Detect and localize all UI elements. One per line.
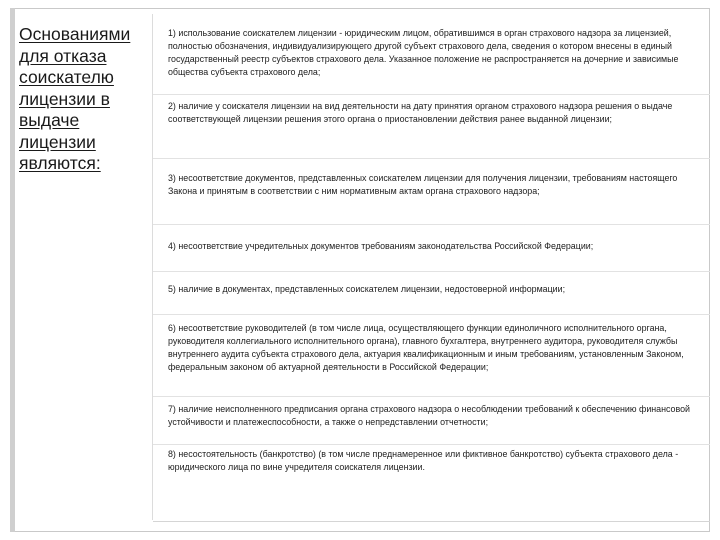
list-item	[153, 95, 710, 159]
list-item-text: 8) несостоятельность (банкротство) (в том числе преднамеренное или фиктивное банкротство) субъекта страхового дела - юридического лица по вине учредителя соискателя лицензии.	[168, 449, 679, 472]
slide-title: Основаниями для отказа соискателю лицензии в выдаче лицензии являются:	[19, 24, 131, 173]
list-item-text: 2) наличие у соискателя лицензии на вид деятельности на дату принятия органом страхового надзора решения о выдаче соответствующей лицензии решения этого органа о приостановлении действия ранее выданной лицензии;	[168, 101, 673, 124]
list-item	[153, 14, 710, 95]
list-item-text: 4) несоответствие учредительных документов требованиям законодательства Российской Федерации;	[168, 241, 594, 251]
list-item-text: 7) наличие неисполненного предписания органа страхового надзора о несоблюдении требований к обеспечению финансовой устойчивости и платежеспособности, а также о непредставлении отчетности;	[168, 404, 690, 427]
list-item	[153, 397, 710, 445]
list-item	[153, 272, 710, 315]
list-item-text: 6) несоответствие руководителей (в том числе лица, осуществляющего функции единоличного исполнительного органа, руководителя коллегиального исполнительного органа), главного бухгалтера, внутреннего аудитора, руководителя службы внутреннего аудита субъекта страхового дела, актуария квалификационным и иным требованиям, установленным Законом, федеральным законом об актуарной деятельности в Российской Федерации;	[168, 323, 684, 372]
list-item-text: 1) использование соискателем лицензии - юридическим лицом, обратившимся в орган страхового надзора за лицензией, полностью обозначения, индивидуализирующего другой субъект страхового дела, сведения о котором внесены в единый государственный реестр субъектов страхового дела. Указанное положение не распространяется на дочерние и зависимые общества субъекта страхового дела;	[168, 28, 679, 77]
grounds-list	[153, 14, 710, 522]
list-item	[153, 445, 710, 522]
list-item	[153, 159, 710, 225]
list-item-text: 3) несоответствие документов, представленных соискателем лицензии для получения лицензии, требованиям настоящего Закона и принятым в соответствии с ним нормативным актам органа страхового надзора;	[168, 173, 678, 196]
list-item	[153, 225, 710, 272]
list-item	[153, 315, 710, 397]
list-item-text: 5) наличие в документах, представленных соискателем лицензии, недостоверной информации;	[168, 284, 566, 294]
left-accent-bar	[10, 8, 15, 532]
